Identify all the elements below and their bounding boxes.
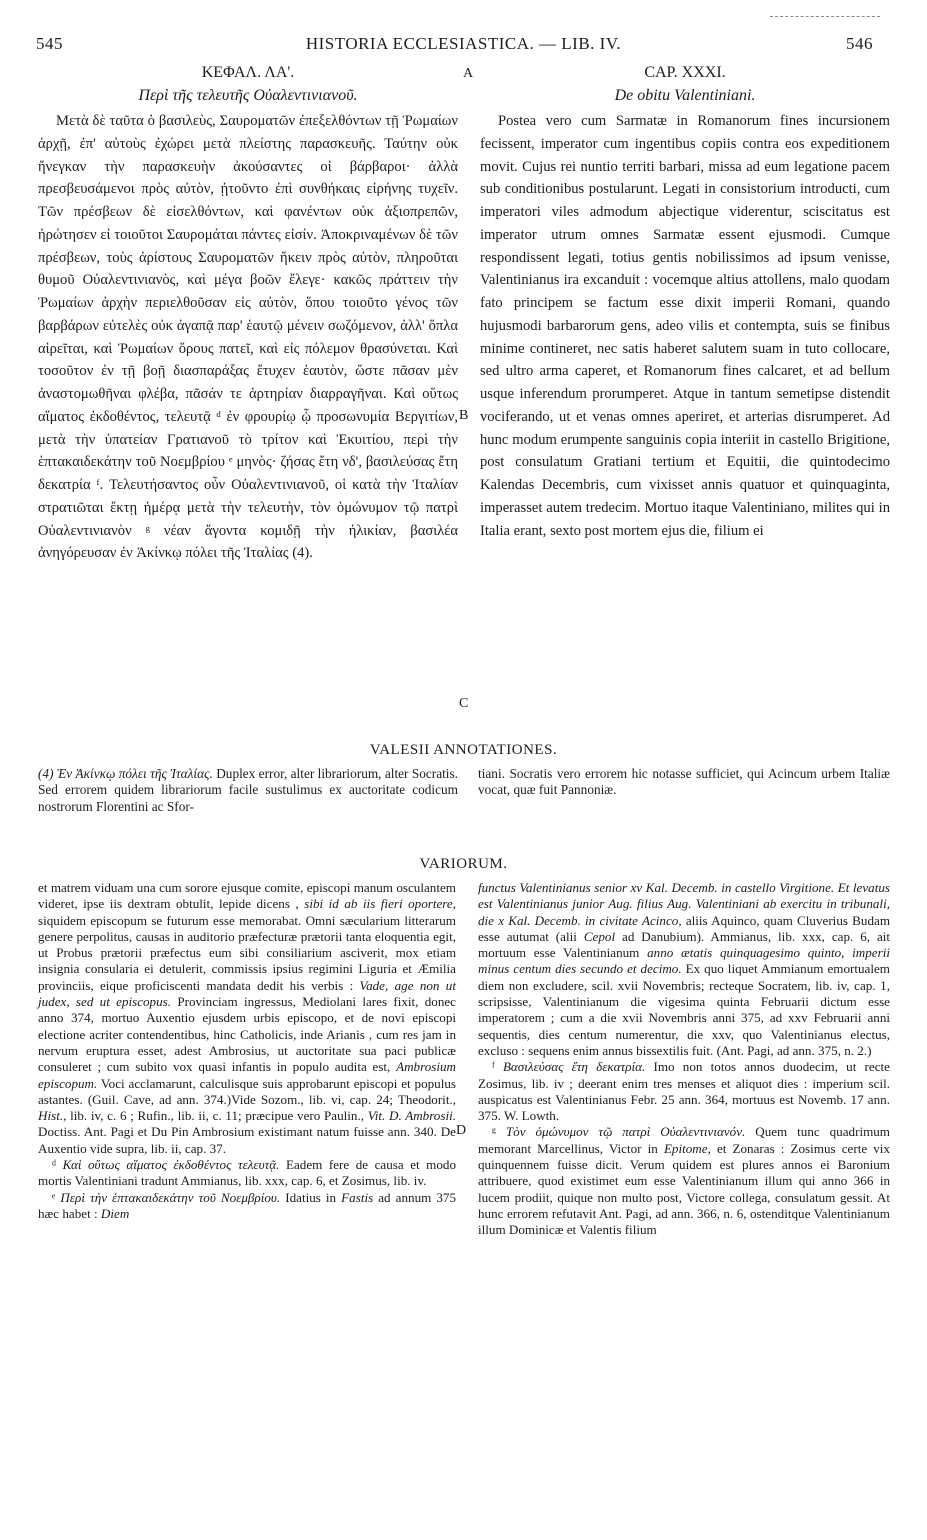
text-run: aliis Aquinco, quam Cluverius Budam esse autumat (alii <box>478 912 891 944</box>
text-run-italic: anno ætatis quinquagesimo quinto, imperii minus centum dies secundo et decimo. <box>478 945 890 977</box>
variorum-right-paragraph <box>478 880 890 1059</box>
top-decoration <box>770 16 880 19</box>
page-number-left: 545 <box>36 34 63 53</box>
page-number-right: 546 <box>846 34 873 53</box>
note-lemma: Περὶ τὴν ἑπτακαιδεκάτην τοῦ Νοεμβρίου. <box>60 1189 281 1205</box>
text-run-italic: functus Valentinianus senior xv Kal. Decemb. in castello Virgitione. Et levatus est Valentinianus junior Aug. filius Aug. Valentiniani ab exercitu in tribunali, die x Kal. Decemb. in civitate Acinco, <box>478 880 890 928</box>
latin-chapter-title: CAP. XXXI. <box>644 64 726 81</box>
text-run-italic: Ambrosium episcopum. <box>38 1059 456 1091</box>
text-run-italic: Vade, age non ut judex, sed ut episcopus. <box>38 977 456 1010</box>
note-lemma: Καὶ οὕτως αἵματος ἐκδοθέντος τελευτᾷ. <box>62 1157 280 1173</box>
margin-letter-a: A <box>462 66 474 81</box>
latin-chapter-subtitle: De obitu Valentiniani. <box>614 87 756 104</box>
note-text: , et Zonaras : Zosimus certe vix quinquennem fuisse dicit. Verum quidem est plures annos ei Baronium attribuere, quod existimet eum esse Valentinianum illum qui anno 366 in lucem prodiit, quique non multo post, Victore collega, consulatum gessit. At hunc errorem refutavit Ant. Pagi, ad ann. 366, n. 6, ostenditque Valentinianum illum Dominicæ et Valentis filium <box>478 1140 890 1238</box>
note-label: ᵈ <box>52 1157 57 1173</box>
text-run: Provinciam ingressus, Mediolani lares fixit, donec anno 374, mortuo Auxentio ejusdem urbis episcopo, et de novi episcopi electione acriter contendentibus, hinc Catholicis, inde Arianis , cum res jam in nervum eruptura esset, adest Ambrosius, ut auctoritate sua paci publicæ consuleret ; cum subito vox quasi infantis in populo audita est, <box>38 994 456 1075</box>
annotation-label: (4) Ἐν Ἀκίνκῳ πόλει τῆς Ἰταλίας. <box>38 766 213 781</box>
greek-chapter-subtitle: Περὶ τῆς τελευτῆς Οὐαλεντινιανοῦ. <box>138 87 358 104</box>
text-run: , lib. iv, c. 6 ; Rufin., lib. ii, c. 11; præcipue vero Paulin., <box>63 1108 365 1124</box>
margin-letter-d: D <box>456 1123 467 1138</box>
note-text: Idatius in <box>285 1189 337 1205</box>
variorum-left-paragraph <box>38 880 456 1157</box>
note-d <box>38 1157 456 1190</box>
greek-paragraph: Μετὰ δὲ ταῦτα ὁ βασιλεὺς, Σαυροματῶν ἐπεξελθόντων τῇ Ῥωμαίων ἀρχῇ, ἐπ' αὐτοὺς ἐχώρει μετὰ πλείστης παρασκευῆς. Ταύτην οὐκ ἤνεγκαν τὴν παρασκευὴν ἀκούσαντες οἱ βάρβαροι· ἀλλὰ πρεσβευσάμενοι πρὸς αὐτὸν, ᾐτοῦντο ἐπὶ συνθήκαις εἰρήνης τυχεῖν. Τῶν πρέσβεων δὲ εἰσελθόντων, καὶ φανέντων οὐκ ἀξιοπρεπῶν, ἠρώτησεν εἰ τοιοῦτοι Σαυρομάται πάντες εἰσίν. Ἀποκριναμένων δὲ τῶν πρέσβεων, τοὺς ἀρίστους Σαυροματῶν ἥκειν πρὸς αὐτὸν, πληροῦται θυμοῦ Οὐαλεντινιανὸς, καὶ μέγα βοῶν ἔλεγε· κακῶς πράττειν τὴν Ῥωμαίων ἀρχὴν περιελθοῦσαν εἰς αὐτὸν, ὅπου τοιοῦτο γένος τῶν βαρβάρων εὐτελὲς οὐκ ἀγαπᾷ παρ' ἑαυτῷ μένειν σωζόμενον, ἀλλ' ὅπλα αἱρεῖται, καὶ Ῥωμαίων ὅρους πατεῖ, καὶ εἰς πόλεμον θρασύνεται. Καὶ τοσοῦτον ἐν τῇ βοῇ διασπαράξας ἔτυχεν ἑαυτὸν, ὥστε πᾶσαν μὲν ἀναστομωθῆναι φλέβα, πᾶσάν τε ἀρτηρίαν διαρραγῆναι. Καὶ οὕτως αἵματος ἐκδοθέντος, τελευτᾷ ᵈ ἐν φρουρίῳ ᾧ προσωνυμία Βεργιτίων, μετὰ τὴν ὑπατείαν Γρατιανοῦ τὸ τρίτον καὶ Ἐκυιτίου, περὶ τὴν ἑπτακαιδεκάτην τοῦ Νοεμβρίου ᵉ μηνὸς· ζήσας ἔτη νδ', βασιλεύσας ἔτη δεκατρία ᶠ. Τελευτήσαντος οὖν Οὐαλεντινιανοῦ, οἱ κατὰ τὴν Ἰταλίαν στρατιῶται ἕκτῃ ἡμέρᾳ μετὰ τὴν τελευτὴν, τὸν ὁμώνυμον τῷ πατρὶ Οὐαλεντινιανὸν ᵍ νέαν ἄγοντα κομιδῇ τὴν ἡλικίαν, βασιλέα ἀνηγόρευσαν ἐν Ἀκίνκῳ πόλει τῆς Ἰταλίας (4). <box>38 113 458 562</box>
note-label: ᵍ <box>492 1124 496 1140</box>
annotation-left <box>38 766 458 815</box>
running-title: HISTORIA ECCLESIASTICA. — LIB. IV. <box>305 34 622 53</box>
text-run-italic: Vit. D. Ambrosii. <box>367 1108 456 1124</box>
text-run-italic: Hist. <box>38 1108 64 1124</box>
note-f <box>478 1059 890 1124</box>
margin-letter-b: B <box>459 408 469 423</box>
latin-paragraph: Postea vero cum Sarmatæ in Romanorum fines incursionem fecissent, imperator cum ingentibus copiis contra eos expeditionem movit. Cujus rei nuntio territi barbari, missa ad eum legatione pacem sub conditionibus postularunt. Legati in consistorium introducti, cum imperatori viles admodum abjectique viderentur, sciscitatus est imperator utrum omnes Sarmatæ essent ejusmodi. Cumque respondissent legati, totius gentis nobilissimos ad ipsum venisse, Valentinianus ira excanduit : vocemque altius attollens, malo quodam fato principem se factum esse dixit imperii Romani, quando hujusmodi barbarorum gens, adeo vilis et contempta, suis se finibus minime contineret, nec satis haberet salutem suam in tuto collocare, sed ultro arma caperet, et Romanorum fines calcaret, et ad bellum usque inferendum prorumperet. Atque in tantum semetipse distendit vociferando, ut et venas omnes aperiret, et arterias disrumperet. Ad hunc modum erumpente sanguinis copia interiit in castello Brigitione, post consulatum Gratiani tertium et Equitii, die quintodecimo Kalendas Decembris, cum vixisset annis quatuor et quinquaginta, imperasset autem tredecim. Mortuo itaque Valentiniano, milites qui in Italia erant, sexto post mortem ejus die, filium ei <box>480 113 890 539</box>
text-run: siquidem episcopum se futurum esse memorabat. Omni sæcularium litterarum genere perpolitus, causas in auditorio præfecturæ prætorii tanta eloquentia egit, ut Probus prætorii præfectus eum sibi consiliarium asciverit, mox etiam insignia consularia ei detulerit, commissis ipsius regimini Liguria et Æmilia provinciis, eique proficiscenti mandata dedit his verbis : <box>38 912 456 993</box>
note-text: Imo non totos annos duodecim, ut recte Zosimus, lib. iv ; deerant enim tres menses et aliquot dies : imperium scil. auspicatus est Valentinianus Febr. 25 ann. 364, mortuus est Novemb. 17 ann. 375. W. Lowth. <box>478 1059 890 1124</box>
note-text: Quem tunc quadrimum memorant Marcellinus, Victor in <box>478 1124 890 1156</box>
latin-text-column <box>480 110 890 542</box>
variorum-right-column <box>478 880 890 1239</box>
note-lemma: Βασιλεύσας ἔτη δεκατρία. <box>502 1059 646 1075</box>
greek-text-column <box>38 110 458 565</box>
note-text: ad annum 375 hæc habet : <box>38 1189 456 1221</box>
note-e <box>38 1190 456 1223</box>
greek-chapter-title: ΚΕΦΑΛ. ΛΑ'. <box>201 64 295 81</box>
text-run: Doctiss. Ant. Pagi et Du Pin Ambrosium existimant natum fuisse ann. 340. De Auxentio vide supra, lib. ii, cap. 37. <box>38 1124 456 1156</box>
text-run-italic: sibi id ab iis fieri oportere, <box>304 896 457 912</box>
text-run: ad Danubium). Ammianus, lib. xxx, cap. 6, ait mortuum esse Valentinianum <box>478 928 891 961</box>
variorum-left-column <box>38 880 456 1222</box>
note-text-italic: Diem <box>100 1205 130 1221</box>
note-text: Eadem fere de causa et modo mortis Valentiniani tradunt Ammianus, lib. xxx, cap. 6, et Zosimus, lib. iv. <box>38 1157 457 1189</box>
annotation-right-text: tiani. Socratis vero errorem hic notasse sufficiet, qui Acincum urbem Italiæ vocat, quæ fuit Pannoniæ. <box>478 766 890 798</box>
text-run: et matrem viduam una cum sorore ejusque comite, episcopi manum osculantem videret, ipse iis dextram obtulit, lepide dicens , <box>38 880 456 912</box>
margin-letter-c: C <box>459 696 469 711</box>
note-text-italic: Epitome <box>663 1140 708 1156</box>
annotation-left-text: Duplex error, alter librariorum, alter Socratis. Sed errorem quidem librariorum facile sustulimus ex auctoritate codicum nostrorum Florentini ac Sfor- <box>38 766 458 814</box>
note-text-italic: Fastis <box>341 1189 374 1205</box>
text-run-italic: Cepol <box>583 928 616 944</box>
annotation-right <box>478 766 890 799</box>
annotations-heading: VALESII ANNOTATIONES. <box>369 742 558 758</box>
note-label: ᵉ <box>52 1189 56 1205</box>
variorum-heading: VARIORUM. <box>419 856 508 872</box>
note-g <box>478 1124 890 1238</box>
text-run: Ex quo liquet Ammianum emortualem diem non excludere, scil. xvii Novembris; recteque Socratem, lib. iv, cap. 1, scripsisse, Valentinianum die vigesima quinta Februarii dictum esse imperatorem ; cum a die xvii Novembris anni 375, ad xxv Februarii anni sequentis, dies centum numerentur, die xxv, quo Valentinianus electus, excluso : sequens enim annus bissextilis fuit. (Ant. Pagi, ad ann. 375, n. 2.) <box>478 961 890 1058</box>
note-lemma: Τὸν ὁμώνυμον τῷ πατρὶ Οὐαλεντινιανόν. <box>505 1124 746 1140</box>
text-run: Voci acclamarunt, calculisque suis approbarunt episcopi et populus astantes. (Guil. Cave, ad ann. 374.)Vide Sozom., lib. vi, cap. 24; Theodorit., <box>38 1075 456 1107</box>
note-label: ᶠ <box>492 1059 495 1075</box>
